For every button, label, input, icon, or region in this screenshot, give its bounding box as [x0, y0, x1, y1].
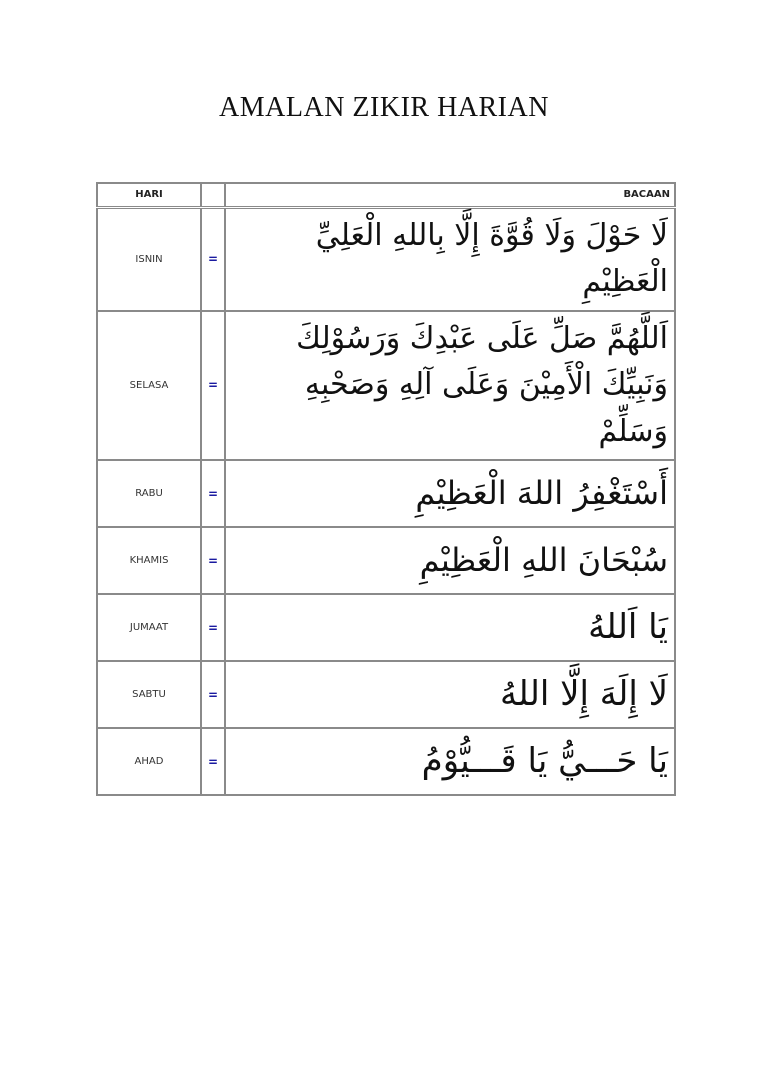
table-row — [97, 460, 675, 527]
recitation-khamis: سُبْحَانَ اللهِ الْعَظِيْمِ — [225, 527, 675, 594]
column-header-sign — [201, 183, 225, 207]
day-cell-ahad: AHAD — [97, 728, 201, 795]
column-header-day: HARI — [97, 183, 201, 207]
day-cell-selasa: SELASA — [97, 311, 201, 461]
equals-sign: = — [201, 728, 225, 795]
day-cell-sabtu: SABTU — [97, 661, 201, 728]
table-row — [97, 527, 675, 594]
equals-sign: = — [201, 460, 225, 527]
equals-sign: = — [201, 527, 225, 594]
column-header-text: BACAAN — [225, 183, 675, 207]
equals-sign: = — [201, 311, 225, 461]
recitation-sabtu: لَا إِلَهَ إِلَّا اللهُ — [225, 661, 675, 728]
equals-sign: = — [201, 661, 225, 728]
day-cell-isnin: ISNIN — [97, 207, 201, 311]
recitation-selasa: اَللَّهُمَّ صَلِّ عَلَى عَبْدِكَ وَرَسُوْلِكَ وَنَبِيِّكَ الْأَمِيْنَ وَعَلَى آلِهِ وَصَحْبِهِ وَسَلِّمْ — [225, 311, 675, 461]
equals-sign: = — [201, 594, 225, 661]
day-cell-khamis: KHAMIS — [97, 527, 201, 594]
table-row — [97, 311, 675, 461]
table-row — [97, 207, 675, 311]
page-title: AMALAN ZIKIR HARIAN — [219, 92, 549, 123]
day-cell-jumaat: JUMAAT — [97, 594, 201, 661]
day-cell-rabu: RABU — [97, 460, 201, 527]
table-header-row — [97, 183, 675, 207]
recitation-jumaat: يَا اَللهُ — [225, 594, 675, 661]
recitation-ahad: يَا حَـــيُّ يَا قَـــيُّوْمُ — [225, 728, 675, 795]
table-row — [97, 728, 675, 795]
recitation-rabu: أَسْتَغْفِرُ اللهَ الْعَظِيْمِ — [225, 460, 675, 527]
table-row — [97, 661, 675, 728]
recitation-isnin: لَا حَوْلَ وَلَا قُوَّةَ إِلَّا بِاللهِ الْعَلِيِّ الْعَظِيْمِ — [225, 207, 675, 311]
table-row — [97, 594, 675, 661]
equals-sign: = — [201, 207, 225, 311]
zikir-table — [96, 182, 676, 796]
